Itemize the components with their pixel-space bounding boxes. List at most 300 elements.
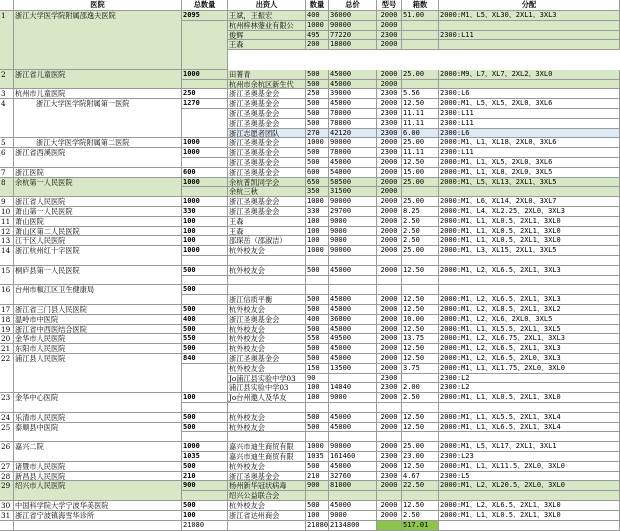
model-number[interactable]: 2000 [377, 295, 402, 305]
total-price[interactable]: 45000 [329, 99, 377, 109]
donor-name[interactable]: 浙江圣奥基金会 [228, 197, 306, 207]
box-count[interactable]: 25.00 [402, 70, 439, 80]
model-number[interactable]: 2000 [377, 315, 402, 325]
header-amt[interactable]: 数量 [306, 0, 329, 11]
donor-name[interactable]: 杭外校友会 [228, 462, 306, 472]
model-number[interactable]: 2000 [377, 305, 402, 315]
box-count[interactable]: 2.00 [402, 383, 439, 393]
donor-name[interactable]: 王森 [228, 40, 306, 50]
donor-name[interactable]: 浙江信质平衡 [228, 295, 306, 305]
total-quantity[interactable]: 1000 [182, 246, 228, 256]
allocation[interactable]: 2000:M1、L2、XL20.5、2XL0、3XL0 [439, 481, 620, 491]
total-price[interactable]: 32760 [329, 472, 377, 482]
hospital-name[interactable]: 东阳市人民医院 [14, 344, 182, 354]
header-donor[interactable]: 出资人 [228, 0, 306, 11]
hospital-name[interactable]: 浙江杭州红十字医院 [14, 246, 182, 266]
hospital-name[interactable]: 新昌县人民医院 [14, 472, 182, 482]
box-count[interactable] [402, 40, 439, 50]
donation-amount[interactable] [306, 432, 329, 442]
total-price[interactable] [329, 256, 377, 266]
donation-amount[interactable]: 100 [306, 511, 329, 521]
donation-amount[interactable]: 400 [306, 315, 329, 325]
donation-amount[interactable]: 90 [306, 374, 329, 384]
donor-name[interactable]: 浙江圣奥基金会 [228, 138, 306, 148]
donor-name[interactable]: 王斌，王振宏 [228, 11, 306, 21]
donor-name[interactable]: 余杭三秋 [228, 187, 306, 197]
donation-amount[interactable]: 500 [306, 354, 329, 364]
allocation[interactable]: 2000:M1、L1、XL0.5、2XL1、3XL0 [439, 227, 620, 237]
box-count[interactable]: 4.67 [402, 472, 439, 482]
donation-amount[interactable]: 500 [306, 148, 329, 158]
box-count[interactable]: 25.00 [402, 246, 439, 256]
donor-name[interactable]: 杭外校友会 [228, 423, 306, 433]
model-number[interactable]: 2000 [377, 207, 402, 217]
row-number[interactable]: 31 [0, 511, 14, 521]
box-count[interactable]: 22.50 [402, 481, 439, 491]
box-count[interactable] [402, 256, 439, 266]
model-number[interactable]: 2000 [377, 413, 402, 423]
model-number[interactable]: 2000 [377, 334, 402, 344]
allocation[interactable]: 2000:M1、L1、XL0.5、2XL1、3XL0 [439, 236, 620, 246]
hospital-name[interactable]: 萧山区第二人民医院 [14, 227, 182, 237]
donation-amount[interactable]: 600 [306, 168, 329, 178]
model-number[interactable]: 2000 [377, 178, 402, 188]
model-number[interactable]: 2000 [377, 364, 402, 374]
allocation[interactable]: 2000:M1、L3、XL15、2XL1、3XL5 [439, 246, 620, 256]
total-quantity[interactable]: 2095 [182, 11, 228, 21]
allocation[interactable] [439, 285, 620, 295]
model-number[interactable]: 2300 [377, 383, 402, 393]
row-number[interactable]: 26 [0, 442, 14, 462]
total-price[interactable]: 45000 [329, 305, 377, 315]
total-price[interactable]: 49500 [329, 334, 377, 344]
model-number[interactable]: 2000 [377, 187, 402, 197]
box-count[interactable]: 11.11 [402, 109, 439, 119]
total-quantity[interactable]: 100 [182, 236, 228, 246]
total-price[interactable]: 45000 [329, 266, 377, 276]
hospital-name[interactable]: 浙江省中西医结合医院 [14, 325, 182, 335]
donor-name[interactable]: 浙江圣奥基金会 [228, 315, 306, 325]
box-count[interactable]: 11.11 [402, 148, 439, 158]
total-price[interactable]: 77220 [329, 31, 377, 41]
total-price[interactable]: 45000 [329, 423, 377, 433]
total-price[interactable]: 90000 [329, 246, 377, 256]
hospital-name[interactable]: 浙江省人民医院 [14, 197, 182, 207]
box-count[interactable]: 2.50 [402, 393, 439, 403]
model-number[interactable]: 2000 [377, 40, 402, 50]
donor-name[interactable]: 杭外校友会 [228, 344, 306, 354]
donation-amount[interactable] [306, 403, 329, 413]
donor-name[interactable]: 杭州市余杭区新生代 [228, 80, 306, 90]
footer-donor[interactable] [228, 521, 306, 531]
donation-amount[interactable]: 650 [306, 178, 329, 188]
donation-amount[interactable]: 100 [306, 236, 329, 246]
total-quantity[interactable]: 400 [182, 315, 228, 325]
row-number[interactable]: 4 [0, 99, 14, 138]
donor-name[interactable] [228, 403, 306, 413]
total-price[interactable]: 9000 [329, 227, 377, 237]
allocation[interactable]: 2000:M1、L2、XL6.5、2XL0、3XL3 [439, 354, 620, 364]
donor-name[interactable]: 嘉兴市迪生商贸有限 [228, 442, 306, 452]
allocation[interactable]: 2000:M1、L2、XL8.5、2XL1、3XL2 [439, 305, 620, 315]
total-quantity[interactable]: 500 [182, 344, 228, 354]
donation-amount[interactable]: 250 [306, 89, 329, 99]
model-number[interactable]: 2000 [377, 423, 402, 433]
row-number[interactable]: 9 [0, 197, 14, 207]
total-price[interactable]: 13500 [329, 364, 377, 374]
allocation[interactable] [439, 80, 620, 90]
donor-name[interactable]: 浙江圣奥基金会 [228, 99, 306, 109]
box-count[interactable]: 23.00 [402, 452, 439, 462]
allocation[interactable] [439, 187, 620, 197]
box-count[interactable]: 12.50 [402, 462, 439, 472]
model-number[interactable]: 2000 [377, 344, 402, 354]
model-number[interactable]: 2300 [377, 31, 402, 41]
allocation[interactable]: 2300:L5 [439, 472, 620, 482]
model-number[interactable] [377, 276, 402, 286]
donation-amount[interactable]: 330 [306, 207, 329, 217]
box-count[interactable]: 12.50 [402, 354, 439, 364]
box-count[interactable]: 51.00 [402, 11, 439, 21]
donation-amount[interactable]: 500 [306, 158, 329, 168]
hospital-name[interactable]: 杭州市儿童医院 [14, 89, 182, 99]
box-count[interactable] [402, 491, 439, 501]
allocation[interactable] [439, 276, 620, 286]
total-quantity[interactable]: 1000 [182, 138, 228, 148]
allocation[interactable] [439, 403, 620, 413]
donation-amount[interactable]: 500 [306, 119, 329, 129]
total-quantity[interactable]: 500 [182, 266, 228, 276]
hospital-name[interactable]: 台州市椒江区卫生健康局 [14, 285, 182, 305]
footer-model[interactable] [377, 521, 402, 531]
allocation[interactable]: 2000:M1、L1、XL5.5、2XL1、3XL4 [439, 413, 620, 423]
donor-name[interactable]: 浙江圣奥基金会 [228, 119, 306, 129]
donor-name[interactable]: 嘉兴市迪生商贸有限 [228, 452, 306, 462]
footer-total-boxes[interactable]: 517.01 [402, 521, 439, 531]
allocation[interactable]: 2000:M9、L7、XL7、2XL2、3XL0 [439, 70, 620, 80]
total-quantity[interactable]: 250 [182, 89, 228, 99]
allocation[interactable]: 2300:L2 [439, 374, 620, 384]
donation-amount[interactable]: 500 [306, 344, 329, 354]
box-count[interactable] [402, 285, 439, 295]
hospital-name[interactable]: 浙江医院 [14, 168, 182, 178]
box-count[interactable]: 2.50 [402, 217, 439, 227]
allocation[interactable]: 2000:M1、L1、XL1.75、2XL0、3XL0 [439, 364, 620, 374]
allocation[interactable]: 2000:M1、L2、XL6.5、2XL1、3XL3 [439, 344, 620, 354]
total-price[interactable]: 90000 [329, 442, 377, 452]
total-price[interactable] [329, 285, 377, 295]
box-count[interactable] [402, 187, 439, 197]
hospital-name[interactable]: 浙江省宁波镇海雪华诊所 [14, 511, 182, 521]
donation-amount[interactable]: 210 [306, 472, 329, 482]
row-number[interactable]: 18 [0, 315, 14, 325]
donor-name[interactable]: 浙江圣奥基金会 [228, 207, 306, 217]
box-count[interactable]: 25.00 [402, 197, 439, 207]
donor-name[interactable]: 杭州梓林蓥业有限公 [228, 21, 306, 31]
donor-name[interactable]: 浙江志愿者团队 [228, 129, 306, 139]
total-quantity[interactable]: 500 [182, 285, 228, 295]
box-count[interactable] [402, 276, 439, 286]
total-price[interactable]: 9000 [329, 236, 377, 246]
allocation[interactable]: 2300:L11 [439, 31, 620, 41]
hospital-name[interactable]: 浙江省三门县人民医院 [14, 305, 182, 315]
box-count[interactable]: 3.75 [402, 364, 439, 374]
allocation[interactable]: 2000:M1、L1、XL0.5、2XL1、3XL0 [439, 393, 620, 403]
allocation[interactable]: 2300:L11 [439, 109, 620, 119]
donor-name[interactable]: 余杭普凯同学会 [228, 178, 306, 188]
donation-amount[interactable]: 900 [306, 481, 329, 491]
donor-name[interactable]: 俊辉 [228, 31, 306, 41]
allocation[interactable]: 2300:L6 [439, 89, 620, 99]
donor-name[interactable]: 杭外校友会 [228, 266, 306, 276]
header-alloc[interactable]: 分配 [439, 0, 620, 11]
allocation[interactable]: 2300:L23 [439, 452, 620, 462]
model-number[interactable]: 2000 [377, 80, 402, 90]
model-number[interactable]: 2000 [377, 354, 402, 364]
donation-amount[interactable]: 100 [306, 227, 329, 237]
header-qty[interactable]: 总数量 [182, 0, 228, 11]
total-price[interactable]: 9000 [329, 217, 377, 227]
donor-name[interactable]: 浙江圣奥基金会 [228, 148, 306, 158]
model-number[interactable]: 2000 [377, 393, 402, 403]
model-number[interactable]: 2000 [377, 11, 402, 21]
donor-name[interactable]: 浙江圣奥基金会 [228, 354, 306, 364]
box-count[interactable]: 12.50 [402, 344, 439, 354]
total-price[interactable]: 78000 [329, 109, 377, 119]
total-price[interactable]: 90000 [329, 21, 377, 31]
total-quantity[interactable]: 840 [182, 354, 228, 364]
total-quantity[interactable]: 550 [182, 334, 228, 344]
allocation[interactable] [439, 256, 620, 266]
box-count[interactable]: 12.50 [402, 99, 439, 109]
row-number[interactable]: 2 [0, 70, 14, 90]
allocation[interactable]: 2000:M1、L2、XL6.5、2XL1、3XL3 [439, 266, 620, 276]
row-number[interactable]: 25 [0, 423, 14, 443]
donor-name[interactable]: 绍兴公益联合会 [228, 491, 306, 501]
total-price[interactable]: 45000 [329, 413, 377, 423]
total-price[interactable] [329, 491, 377, 501]
total-quantity[interactable]: 500 [182, 501, 228, 511]
footer-total-price[interactable]: 2134800 [329, 521, 377, 531]
box-count[interactable]: 12.50 [402, 413, 439, 423]
total-price[interactable]: 90000 [329, 138, 377, 148]
box-count[interactable]: 6.00 [402, 129, 439, 139]
row-number[interactable]: 16 [0, 285, 14, 305]
total-price[interactable]: 90000 [329, 197, 377, 207]
row-number[interactable]: 6 [0, 148, 14, 168]
allocation[interactable]: 2300:L6 [439, 129, 620, 139]
allocation[interactable]: 2000:M1、L1、XL8、2XL0、3XL5 [439, 168, 620, 178]
box-count[interactable]: 12.50 [402, 501, 439, 511]
row-number[interactable]: 10 [0, 207, 14, 217]
footer-total-amount[interactable]: 21080 [307, 520, 329, 529]
hospital-name[interactable]: 浙江大学医学院附属第二医院 [14, 138, 182, 148]
donation-amount[interactable]: 550 [306, 334, 329, 344]
donor-name[interactable] [228, 285, 306, 295]
allocation[interactable]: 2000:M1、L2、XL6、2XL0、3XL5 [439, 315, 620, 325]
hospital-name[interactable]: 桐庐县第一人民医院 [14, 266, 182, 286]
hospital-name[interactable]: 中国科学院大学宁波华美医院 [14, 501, 182, 511]
total-price[interactable]: 45000 [329, 70, 377, 80]
total-price[interactable]: 36000 [329, 315, 377, 325]
donor-name[interactable]: 浙江圣奥基金会 [228, 89, 306, 99]
donor-name[interactable]: 邵琛岳（邵淑洁） [228, 236, 306, 246]
model-number[interactable]: 2000 [377, 481, 402, 491]
box-count[interactable] [402, 31, 439, 41]
total-price[interactable]: 9000 [329, 393, 377, 403]
hospital-name[interactable]: 萧山第一人民医院 [14, 207, 182, 217]
allocation[interactable] [439, 432, 620, 442]
total-quantity[interactable]: 1000 [182, 442, 228, 452]
donor-name[interactable]: 浦江县实验中学03 [228, 383, 306, 393]
model-number[interactable]: 2300 [377, 374, 402, 384]
row-number[interactable]: 12 [0, 227, 14, 237]
total-price[interactable] [329, 276, 377, 286]
box-count[interactable]: 8.25 [402, 207, 439, 217]
donation-amount[interactable]: 1000 [306, 197, 329, 207]
donation-amount[interactable] [306, 276, 329, 286]
donor-name[interactable] [228, 256, 306, 266]
model-number[interactable] [377, 285, 402, 295]
total-price[interactable]: 78000 [329, 148, 377, 158]
box-count[interactable]: 2.50 [402, 236, 439, 246]
donor-name[interactable]: 杭外校友会 [228, 501, 306, 511]
donor-name[interactable]: 杭外校友会 [228, 246, 306, 256]
donation-amount[interactable]: 400 [306, 11, 329, 21]
hospital-name[interactable]: 绍兴市人民医院 [14, 481, 182, 501]
model-number[interactable]: 2000 [377, 197, 402, 207]
allocation[interactable]: 2000:M1、L1、XL5.5、2XL1、3XL5 [439, 325, 620, 335]
hospital-name[interactable]: 浙江省西溪医院 [14, 148, 182, 168]
model-number[interactable]: 2000 [377, 217, 402, 227]
row-number[interactable]: 3 [0, 89, 14, 99]
donor-name[interactable]: 杨州新华冠状病毒 [228, 481, 306, 491]
donation-amount[interactable]: 200 [306, 40, 329, 50]
total-price[interactable]: 9000 [329, 511, 377, 521]
box-count[interactable] [402, 21, 439, 31]
donation-amount[interactable]: 500 [306, 109, 329, 119]
donor-name[interactable] [228, 276, 306, 286]
total-quantity[interactable]: 210 [182, 472, 228, 482]
total-price[interactable]: 18000 [329, 40, 377, 50]
model-number[interactable]: 2000 [377, 501, 402, 511]
model-number[interactable]: 2300 [377, 452, 402, 462]
donation-amount[interactable]: 150 [306, 364, 329, 374]
total-price[interactable]: 45000 [329, 325, 377, 335]
model-number[interactable]: 2000 [377, 266, 402, 276]
total-quantity[interactable]: 600 [182, 168, 228, 178]
model-number[interactable] [377, 432, 402, 442]
donor-name[interactable]: 浙江圣奥基金会 [228, 472, 306, 482]
total-price[interactable]: 45000 [329, 295, 377, 305]
row-number[interactable]: 14 [0, 246, 14, 266]
total-quantity[interactable]: 900 [182, 481, 228, 491]
donation-amount[interactable]: 500 [306, 305, 329, 315]
total-price[interactable]: 81000 [329, 481, 377, 491]
total-quantity[interactable]: 1000 [182, 197, 228, 207]
row-number[interactable]: 11 [0, 217, 14, 227]
donation-amount[interactable] [306, 491, 329, 501]
donation-amount[interactable]: 500 [306, 99, 329, 109]
box-count[interactable]: 13.75 [402, 334, 439, 344]
model-number[interactable]: 2000 [377, 99, 402, 109]
donor-name[interactable]: 王森 [228, 217, 306, 227]
box-count[interactable]: 25.00 [402, 178, 439, 188]
total-quantity[interactable]: 500 [182, 413, 228, 423]
allocation[interactable]: 2000:M1、L5、XL13、2XL1、3XL5 [439, 178, 620, 188]
hospital-name[interactable]: 浦江县人民医院 [14, 354, 182, 393]
header-price[interactable]: 总价 [329, 0, 377, 11]
total-quantity[interactable]: 500 [182, 325, 228, 335]
donor-name[interactable]: 浙江圣奥基金会 [228, 109, 306, 119]
model-number[interactable]: 2000 [377, 511, 402, 521]
donation-amount[interactable]: 500 [306, 325, 329, 335]
box-count[interactable] [402, 403, 439, 413]
header-hospital[interactable]: 医院 [14, 0, 182, 11]
box-count[interactable]: 12.50 [402, 295, 439, 305]
total-quantity[interactable]: 1000 [182, 148, 228, 158]
hospital-name[interactable]: 乐清市人民医院 [14, 413, 182, 423]
box-count[interactable]: 12.50 [402, 266, 439, 276]
donation-amount[interactable]: 350 [306, 187, 329, 197]
allocation[interactable]: 2000:M1、L1、XL6.5、2XL1、3XL4 [439, 423, 620, 433]
total-price[interactable]: 45000 [329, 344, 377, 354]
allocation[interactable]: 2000:M1、L1、XL0.5、2XL1、3XL0 [439, 217, 620, 227]
box-count[interactable] [402, 80, 439, 90]
total-price[interactable]: 54000 [329, 168, 377, 178]
total-price[interactable]: 36000 [329, 11, 377, 21]
hospital-name[interactable]: 金华中心医院 [14, 393, 182, 413]
donor-name[interactable]: 浙江圣奥基金会 [228, 158, 306, 168]
box-count[interactable] [402, 432, 439, 442]
donation-amount[interactable]: 100 [306, 383, 329, 393]
donor-name[interactable]: 杭外校友会 [228, 305, 306, 315]
hospital-name[interactable]: 泰顺县中医院 [14, 423, 182, 443]
model-number[interactable]: 2300 [377, 89, 402, 99]
total-price[interactable] [329, 432, 377, 442]
total-price[interactable]: 161460 [329, 452, 377, 462]
hospital-name[interactable]: 浙江省儿童医院 [14, 70, 182, 90]
hospital-name[interactable]: 金华市人民医院 [14, 334, 182, 344]
total-price[interactable]: 58500 [329, 178, 377, 188]
allocation[interactable]: 2000:M1、L5、XL30、2XL1、3XL3 [439, 11, 620, 21]
model-number[interactable]: 2000 [377, 158, 402, 168]
box-count[interactable]: 2.50 [402, 511, 439, 521]
allocation[interactable] [439, 491, 620, 501]
box-count[interactable]: 25.00 [402, 442, 439, 452]
total-quantity[interactable]: 330 [182, 207, 228, 217]
row-number[interactable]: 1 [0, 11, 14, 70]
donation-amount[interactable] [306, 256, 329, 266]
row-number[interactable]: 7 [0, 168, 14, 178]
total-quantity[interactable]: 1000 [182, 178, 228, 188]
model-number[interactable]: 2000 [377, 227, 402, 237]
donor-name[interactable]: 田菁青 [228, 70, 306, 80]
model-number[interactable] [377, 256, 402, 266]
row-number[interactable]: 20 [0, 334, 14, 344]
allocation[interactable]: 2000:M1、L5、XL17、2XL1、3XL1 [439, 442, 620, 452]
model-number[interactable]: 2000 [377, 246, 402, 256]
row-number[interactable]: 15 [0, 266, 14, 286]
donation-amount[interactable]: 500 [306, 70, 329, 80]
donation-amount[interactable]: 500 [306, 266, 329, 276]
box-count[interactable]: 2.50 [402, 227, 439, 237]
hospital-name[interactable]: 浙江大学医学院附属邵逸夫医院 [14, 11, 182, 70]
total-price[interactable]: 45000 [329, 80, 377, 90]
box-count[interactable] [402, 374, 439, 384]
donation-amount[interactable]: 1000 [306, 138, 329, 148]
total-quantity-secondary[interactable]: 1035 [182, 452, 228, 462]
